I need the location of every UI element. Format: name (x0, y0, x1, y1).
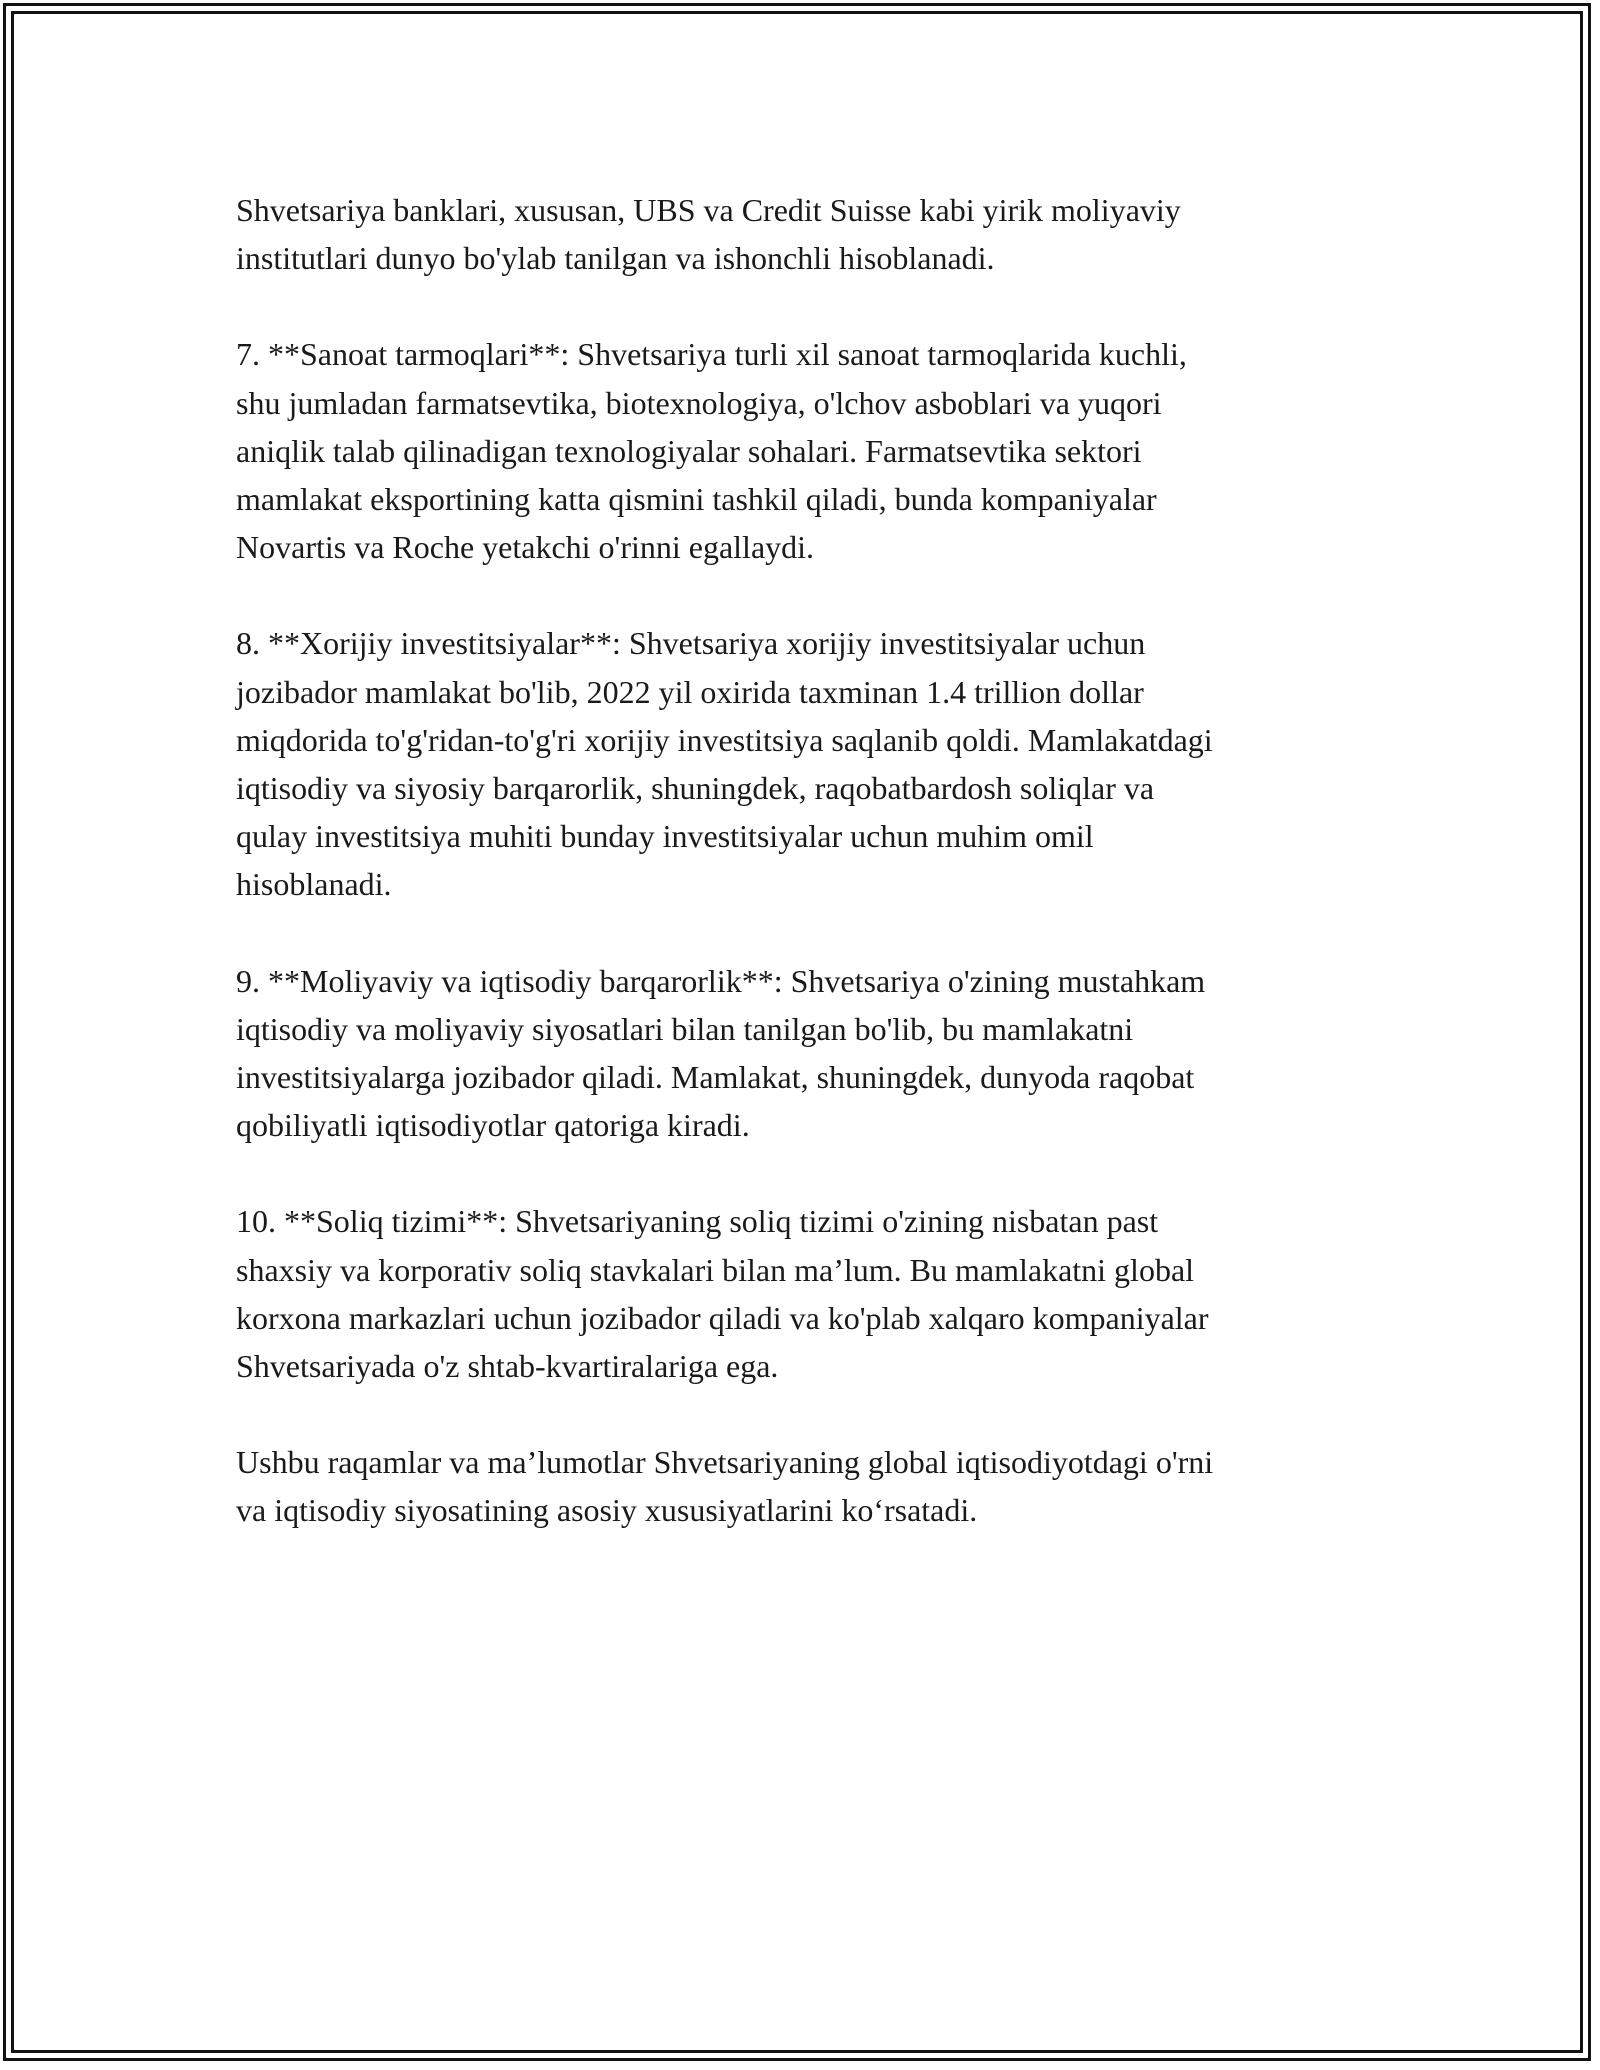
paragraph-tax-system: 10. **Soliq tizimi**: Shvetsariyaning soliq tizimi o'zining nisbatan past shaxsiy va korporativ soliq stavkalari bilan ma’lum. Bu mamlakatni global korxona markazlari uchun jozibador qiladi va ko'plab xalqaro kompaniyalar Shvetsariyada o'z shtab-kvartiralariga ega. (236, 1203, 1209, 1385)
paragraph-industry-sectors: 7. **Sanoat tarmoqlari**: Shvetsariya turli xil sanoat tarmoqlarida kuchli, shu jumladan farmatsevtika, biotexnologiya, o'lchov asboblari va yuqori aniqlik talab qilinadigan texnologiyalar sohalari. Farmatsevtika sektori mamlakat eksportining katta qismini tashkil qiladi, bunda kompaniyalar Novartis va Roche yetakchi o'rinni egallaydi. (236, 336, 1187, 566)
paragraph-financial-stability: 9. **Moliyaviy va iqtisodiy barqarorlik**: Shvetsariya o'zining mustahkam iqtisodiy va moliyaviy siyosatlari bilan tanilgan bo'lib, bu mamlakatni investitsiyalarga jozibador qiladi. Mamlakat, shuningdek, dunyoda raqobat qobiliyatli iqtisodiyotlar qatoriga kiradi. (236, 962, 1206, 1144)
paragraph-foreign-investment: 8. **Xorijiy investitsiyalar**: Shvetsariya xorijiy investitsiyalar uchun jozibador mamlakat bo'lib, 2022 yil oxirida taxminan 1.4 trillion dollar miqdorida to'g'ridan-to'g'ri xorijiy investitsiya saqlanib qoldi. Mamlakatdagi iqtisodiy va siyosiy barqarorlik, shuningdek, raqobatbardosh soliqlar va qulay investitsiya muhiti bunday investitsiyalar uchun muhim omil hisoblanadi. (236, 625, 1213, 903)
paragraph-swiss-banks: Shvetsariya banklari, xususan, UBS va Credit Suisse kabi yirik moliyaviy institutlari dunyo bo'ylab tanilgan va ishonchli hisoblanadi. (236, 192, 1181, 277)
paragraph-conclusion: Ushbu raqamlar va ma’lumotlar Shvetsariyaning global iqtisodiyotdagi o'rni va iqtisodiy siyosatining asosiy xususiyatlarini ko‘rsatadi. (236, 1444, 1214, 1529)
document-body (236, 186, 1396, 1535)
